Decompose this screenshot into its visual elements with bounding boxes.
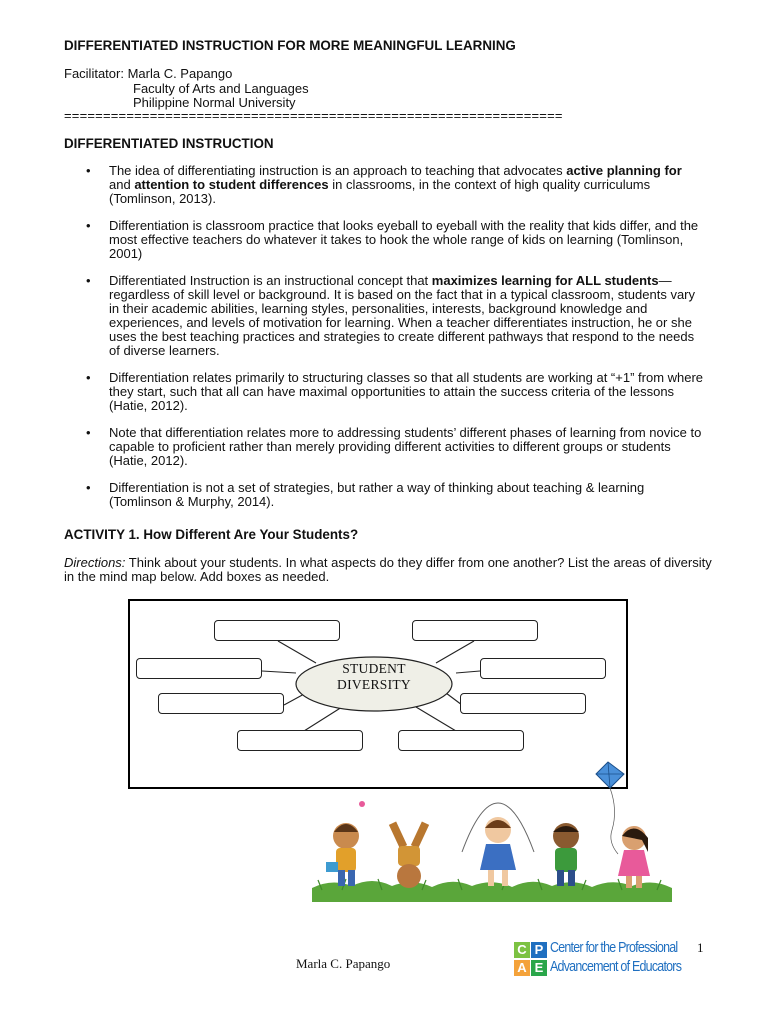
connector-top-right — [436, 641, 474, 663]
bullet-text: in classrooms, in the context of high quality curriculums (Tomlinson, 2013). — [109, 177, 651, 206]
bullet-text: The idea of differentiating instruction is an approach to teaching that advocates — [109, 163, 567, 178]
diversity-box-low-right[interactable] — [460, 693, 586, 714]
diversity-box-top-right[interactable] — [412, 620, 538, 641]
facilitator-name: Facilitator: Marla C. Papango — [64, 66, 233, 81]
bullet-item — [64, 164, 704, 206]
center-label — [298, 661, 450, 693]
bullet-item — [64, 274, 704, 358]
connector-mid-left — [262, 671, 296, 673]
bold-text: active planning for — [566, 163, 682, 178]
diversity-box-bottom-right[interactable] — [398, 730, 524, 751]
logo-tile-p: P — [531, 942, 547, 958]
bold-text: maximizes learning for ALL students — [431, 273, 659, 288]
bullet-list — [64, 164, 704, 522]
bullet-text: Note that differentiation relates more to addressing students’ different phases of learning from novice to capable to proficient rather than merely providing different activities to different groups or students (Hatie, 2012). — [109, 425, 702, 468]
flower-icon — [359, 801, 365, 807]
diversity-box-mid-right[interactable] — [480, 658, 606, 679]
bullet-text: Differentiation is not a set of strategies, but rather a way of thinking about teaching & learning (Tomlinson & Murphy, 2014). — [109, 480, 645, 509]
connector-mid-right — [456, 671, 480, 673]
bullet-text: and — [109, 177, 135, 192]
logo-tile-a: A — [514, 960, 530, 976]
logo-tile-e: E — [531, 960, 547, 976]
cpae-logo — [512, 940, 692, 980]
connector-bottom-right — [416, 707, 456, 731]
bullet-item — [64, 219, 704, 261]
document-title: DIFFERENTIATED INSTRUCTION FOR MORE MEANINGFUL LEARNING — [64, 38, 516, 53]
child-figure-1 — [326, 823, 359, 886]
bullet-item — [64, 371, 704, 413]
footer-author: Marla C. Papango — [296, 956, 391, 971]
diversity-box-top-left[interactable] — [214, 620, 340, 641]
bullet-item — [64, 481, 704, 509]
separator-line: ================================================================ — [64, 108, 563, 123]
diversity-box-bottom-left[interactable] — [237, 730, 363, 751]
connector-bottom-left — [304, 707, 342, 731]
center-label-line1: STUDENT — [342, 661, 406, 676]
directions-text: Think about your students. In what aspects do they differ from one another? List the areas of diversity in the mind map below. Add boxes as needed. — [64, 555, 712, 584]
kite-icon — [596, 762, 624, 854]
directions-paragraph — [64, 556, 724, 584]
facilitator-faculty: Faculty of Arts and Languages — [133, 80, 309, 96]
child-figure-2 — [389, 822, 429, 888]
section-heading: DIFFERENTIATED INSTRUCTION — [64, 136, 274, 151]
diversity-box-mid-left[interactable] — [136, 658, 262, 679]
bullet-text: Differentiation relates primarily to structuring classes so that all students are working at “+1” from where they start, such that all can have maximal opportunities to attain the success criteria of the lessons (Hatie, 2012). — [109, 370, 704, 413]
facilitator-block — [64, 67, 309, 111]
logo-line1: Center for the Professional — [550, 940, 678, 956]
children-illustration — [312, 760, 672, 902]
directions-label: Directions: — [64, 555, 126, 570]
center-label-line2: DIVERSITY — [337, 677, 411, 692]
activity-heading: ACTIVITY 1. How Different Are Your Students? — [64, 527, 359, 542]
facilitator-university: Philippine Normal University — [133, 95, 296, 110]
child-figure-3 — [480, 817, 516, 886]
diversity-box-low-left[interactable] — [158, 693, 284, 714]
bullet-text: Differentiated Instruction is an instructional concept that — [109, 273, 432, 288]
child-figure-5 — [618, 826, 650, 888]
connector-top-left — [278, 641, 316, 663]
bullet-text: —regardless of skill level or background. It is based on the fact that in a typical classroom, students vary in their academic abilities, learning styles, personalities, interests, background knowledge and experiences, and levels of motivation for learning. When a teacher differentiates instruction, he or she uses the best teaching practices and strategies to create different pathways that respond to the needs of diverse learners. — [109, 273, 696, 358]
bullet-item — [64, 426, 704, 468]
logo-tile-c: C — [514, 942, 530, 958]
child-figure-4 — [553, 823, 579, 886]
bold-text: attention to student differences — [134, 177, 329, 192]
bullet-text: Differentiation is classroom practice that looks eyeball to eyeball with the reality that kids differ, and the most effective teachers do whatever it takes to hook the whole range of kids on learning (Tomlinson, 2001) — [109, 218, 699, 261]
logo-line2: Advancement of Educators — [550, 959, 682, 975]
page-number: 1 — [697, 940, 704, 955]
